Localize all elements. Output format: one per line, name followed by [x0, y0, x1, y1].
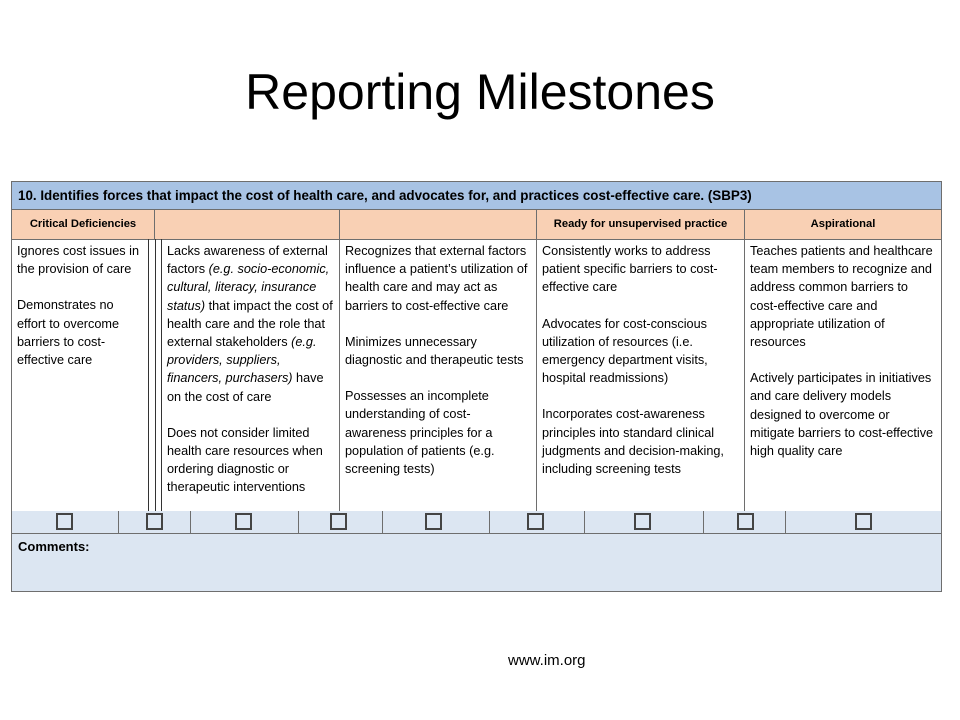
checkbox-divider — [118, 511, 119, 533]
level-aspirational: Aspirational — [810, 218, 876, 230]
footer-url: www.im.org — [508, 652, 586, 669]
milestone-checkbox-5[interactable] — [425, 513, 442, 530]
level-critical-deficiencies: Critical Deficiencies — [12, 210, 155, 239]
column-divider — [155, 239, 156, 511]
comments-field[interactable] — [12, 534, 941, 591]
description-text: Consistently works to address patient specific barriers to cost-effective care — [542, 244, 718, 295]
description-text: Incorporates cost-awareness principles into standard clinical judgments and decision-making, including screening tests — [542, 407, 724, 477]
description-text: Teaches patients and healthcare team members to recognize and address common barriers to cost-effective care and appropriate utilization of resources — [750, 244, 933, 350]
milestone-description — [750, 369, 936, 460]
description-text: that impact the cost of health care and the role that external stakeholders — [167, 298, 333, 350]
description-text: Possesses an incomplete understanding of cost-awareness principles for a population of patients (e.g. screening tests) — [345, 389, 495, 477]
comments-label: Comments: — [18, 539, 90, 554]
milestone-checkbox-2[interactable] — [146, 513, 163, 530]
checkbox-divider — [785, 511, 786, 533]
description-text: Minimizes unnecessary diagnostic and therapeutic tests — [345, 334, 524, 368]
milestone-heading: 10. Identifies forces that impact the cost of health care, and advocates for, and practices cost-effective care. (SBP3) — [12, 182, 941, 210]
description-text: Lacks awareness of external factors — [167, 244, 328, 277]
description-text: Ignores cost issues in the provision of care — [17, 244, 139, 277]
level-ready-unsupervised: Ready for unsupervised practice — [537, 210, 745, 239]
description-text: Does not consider limited health care resources when ordering diagnostic or therapeutic interventions — [167, 425, 323, 495]
milestone-checkbox-4[interactable] — [330, 513, 347, 530]
checkbox-divider — [489, 511, 490, 533]
milestone-checkbox-3[interactable] — [235, 513, 252, 530]
milestone-description — [542, 315, 739, 388]
milestone-form — [11, 181, 942, 592]
checkbox-divider — [298, 511, 299, 533]
milestone-checkbox-6[interactable] — [527, 513, 544, 530]
milestone-description — [345, 387, 531, 478]
milestone-description — [542, 405, 739, 478]
level-blank-2 — [340, 210, 537, 239]
column-aspirational — [745, 239, 941, 511]
milestone-description — [167, 242, 334, 406]
milestone-checkbox-9[interactable] — [855, 513, 872, 530]
example-text: (e.g. providers, suppliers, financers, purchasers) — [167, 335, 317, 386]
checkbox-divider — [382, 511, 383, 533]
level-header-row — [12, 210, 941, 240]
milestone-checkbox-1[interactable] — [56, 513, 73, 530]
description-text: Advocates for cost-conscious utilization of resources (i.e. emergency department visits, hospital readmissions) — [542, 316, 708, 386]
column-ready-unsupervised — [537, 239, 745, 511]
milestone-description — [542, 242, 739, 297]
checkbox-divider — [703, 511, 704, 533]
milestone-checkbox-8[interactable] — [737, 513, 754, 530]
slide-title: Reporting Milestones — [245, 64, 715, 120]
milestone-description — [167, 424, 334, 497]
milestone-descriptions-row — [12, 239, 941, 512]
milestone-description — [17, 296, 143, 369]
milestone-description — [17, 242, 143, 278]
description-text: have on the cost of care — [167, 371, 324, 404]
milestone-checkbox-7[interactable] — [634, 513, 651, 530]
column-divider — [148, 239, 149, 511]
milestone-description — [345, 242, 531, 315]
column-critical-deficiencies — [12, 239, 148, 511]
description-text: Demonstrates no effort to overcome barriers to cost-effective care — [17, 298, 120, 368]
example-text: (e.g. socio-economic, cultural, literacy, insurance status) — [167, 262, 330, 313]
milestone-description — [750, 242, 936, 351]
column-level-3 — [340, 239, 537, 511]
milestone-description — [345, 333, 531, 369]
description-text: Recognizes that external factors influence a patient’s utilization of health care and may act as barriers to cost-effective care — [345, 244, 528, 313]
level-blank-1 — [155, 210, 340, 239]
description-text: Actively participates in initiatives and care delivery models designed to overcome or mitigate barriers to cost-effective high quality care — [750, 371, 934, 459]
checkbox-divider — [190, 511, 191, 533]
column-level-2 — [162, 239, 340, 511]
checkbox-row — [12, 511, 941, 534]
checkbox-divider — [584, 511, 585, 533]
